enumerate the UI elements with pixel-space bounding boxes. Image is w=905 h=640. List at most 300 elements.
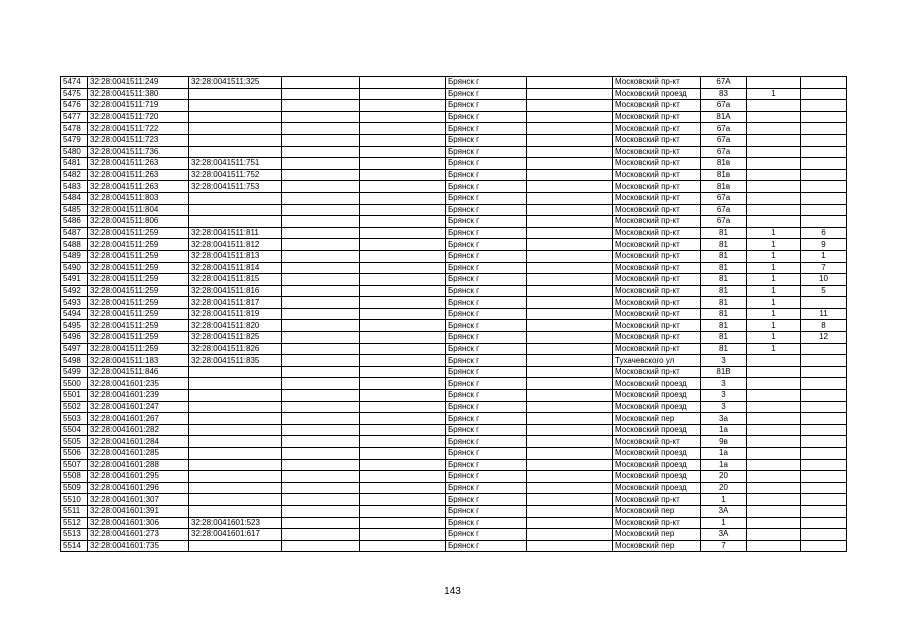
blank-col-3-cell bbox=[527, 413, 613, 425]
table-row bbox=[61, 459, 847, 471]
street-cell: Московский пр-кт bbox=[613, 158, 701, 170]
cadastral-number-cell: 32:28:0041511:183 bbox=[88, 355, 189, 367]
cadastral-number-cell: 32:28:0041601:247 bbox=[88, 401, 189, 413]
cadastral-number-cell: 32:28:0041511:259 bbox=[88, 262, 189, 274]
blank-col-2-cell bbox=[360, 332, 446, 344]
apartment-cell bbox=[801, 517, 847, 529]
page-number: 143 bbox=[444, 586, 461, 597]
row-number-cell: 5475 bbox=[61, 88, 88, 100]
blank-col-1-cell bbox=[282, 308, 360, 320]
blank-col-2-cell bbox=[360, 216, 446, 228]
building-cell bbox=[747, 401, 801, 413]
house-number-cell: 3 bbox=[701, 390, 747, 402]
apartment-cell bbox=[801, 192, 847, 204]
city-cell: Брянск г bbox=[446, 134, 527, 146]
table-row bbox=[61, 77, 847, 89]
cadastral-number-cell: 32:28:0041511:804 bbox=[88, 204, 189, 216]
apartment-cell bbox=[801, 482, 847, 494]
apartment-cell bbox=[801, 378, 847, 390]
city-cell: Брянск г bbox=[446, 88, 527, 100]
cadastral-number-2-cell: 32:28:0041511:826 bbox=[189, 343, 282, 355]
building-cell bbox=[747, 540, 801, 552]
building-cell bbox=[747, 436, 801, 448]
cadastral-number-2-cell bbox=[189, 204, 282, 216]
cadastral-number-2-cell bbox=[189, 88, 282, 100]
row-number-cell: 5474 bbox=[61, 77, 88, 89]
cadastral-number-cell: 32:28:0041601:735 bbox=[88, 540, 189, 552]
street-cell: Московский пр-кт bbox=[613, 77, 701, 89]
table-row bbox=[61, 88, 847, 100]
apartment-cell bbox=[801, 343, 847, 355]
blank-col-3-cell bbox=[527, 517, 613, 529]
row-number-cell: 5504 bbox=[61, 424, 88, 436]
row-number-cell: 5484 bbox=[61, 192, 88, 204]
apartment-cell bbox=[801, 366, 847, 378]
house-number-cell: 3 bbox=[701, 378, 747, 390]
house-number-cell: 81 bbox=[701, 343, 747, 355]
cadastral-number-2-cell bbox=[189, 482, 282, 494]
cadastral-number-cell: 32:28:0041511:259 bbox=[88, 250, 189, 262]
city-cell: Брянск г bbox=[446, 227, 527, 239]
house-number-cell: 81В bbox=[701, 366, 747, 378]
cadastral-number-cell: 32:28:0041601:282 bbox=[88, 424, 189, 436]
row-number-cell: 5477 bbox=[61, 111, 88, 123]
house-number-cell: 1а bbox=[701, 424, 747, 436]
building-cell bbox=[747, 158, 801, 170]
blank-col-2-cell bbox=[360, 262, 446, 274]
blank-col-1-cell bbox=[282, 471, 360, 483]
table-row bbox=[61, 378, 847, 390]
street-cell: Московский пр-кт bbox=[613, 494, 701, 506]
street-cell: Московский пр-кт bbox=[613, 320, 701, 332]
street-cell: Московский пр-кт bbox=[613, 366, 701, 378]
house-number-cell: 7 bbox=[701, 540, 747, 552]
blank-col-3-cell bbox=[527, 297, 613, 309]
cadastral-number-cell: 32:28:0041511:259 bbox=[88, 297, 189, 309]
house-number-cell: 20 bbox=[701, 471, 747, 483]
street-cell: Московский пр-кт bbox=[613, 123, 701, 135]
blank-col-2-cell bbox=[360, 459, 446, 471]
house-number-cell: 81 bbox=[701, 308, 747, 320]
building-cell: 1 bbox=[747, 332, 801, 344]
street-cell: Московский пр-кт bbox=[613, 297, 701, 309]
row-number-cell: 5500 bbox=[61, 378, 88, 390]
table-row bbox=[61, 413, 847, 425]
blank-col-2-cell bbox=[360, 529, 446, 541]
building-cell bbox=[747, 204, 801, 216]
house-number-cell: 81 bbox=[701, 320, 747, 332]
cadastral-number-cell: 32:28:0041601:284 bbox=[88, 436, 189, 448]
blank-col-1-cell bbox=[282, 424, 360, 436]
blank-col-3-cell bbox=[527, 227, 613, 239]
street-cell: Московский пр-кт bbox=[613, 204, 701, 216]
blank-col-2-cell bbox=[360, 239, 446, 251]
cadastral-number-cell: 32:28:0041511:259 bbox=[88, 274, 189, 286]
house-number-cell: 67а bbox=[701, 146, 747, 158]
building-cell bbox=[747, 529, 801, 541]
cadastral-number-2-cell bbox=[189, 366, 282, 378]
city-cell: Брянск г bbox=[446, 239, 527, 251]
cadastral-number-2-cell: 32:28:0041511:817 bbox=[189, 297, 282, 309]
table-row bbox=[61, 494, 847, 506]
street-cell: Московский проезд bbox=[613, 424, 701, 436]
cadastral-number-cell: 32:28:0041601:273 bbox=[88, 529, 189, 541]
building-cell: 1 bbox=[747, 343, 801, 355]
building-cell bbox=[747, 192, 801, 204]
blank-col-3-cell bbox=[527, 401, 613, 413]
blank-col-2-cell bbox=[360, 424, 446, 436]
building-cell bbox=[747, 169, 801, 181]
house-number-cell: 81 bbox=[701, 332, 747, 344]
street-cell: Московский проезд bbox=[613, 459, 701, 471]
table-row bbox=[61, 192, 847, 204]
blank-col-2-cell bbox=[360, 123, 446, 135]
street-cell: Московский пр-кт bbox=[613, 111, 701, 123]
blank-col-1-cell bbox=[282, 343, 360, 355]
blank-col-2-cell bbox=[360, 88, 446, 100]
apartment-cell: 10 bbox=[801, 274, 847, 286]
cadastral-number-cell: 32:28:0041511:249 bbox=[88, 77, 189, 89]
cadastral-number-2-cell bbox=[189, 134, 282, 146]
cadastral-number-2-cell bbox=[189, 436, 282, 448]
street-cell: Московский пр-кт bbox=[613, 192, 701, 204]
table-row bbox=[61, 250, 847, 262]
apartment-cell bbox=[801, 146, 847, 158]
table-row bbox=[61, 505, 847, 517]
building-cell: 1 bbox=[747, 239, 801, 251]
blank-col-3-cell bbox=[527, 274, 613, 286]
apartment-cell bbox=[801, 529, 847, 541]
street-cell: Московский проезд bbox=[613, 390, 701, 402]
cadastral-number-2-cell bbox=[189, 216, 282, 228]
row-number-cell: 5503 bbox=[61, 413, 88, 425]
blank-col-1-cell bbox=[282, 100, 360, 112]
house-number-cell: 81 bbox=[701, 285, 747, 297]
blank-col-3-cell bbox=[527, 100, 613, 112]
blank-col-1-cell bbox=[282, 216, 360, 228]
blank-col-1-cell bbox=[282, 262, 360, 274]
blank-col-2-cell bbox=[360, 494, 446, 506]
apartment-cell bbox=[801, 436, 847, 448]
blank-col-2-cell bbox=[360, 297, 446, 309]
cadastral-number-cell: 32:28:0041601:285 bbox=[88, 448, 189, 460]
blank-col-2-cell bbox=[360, 204, 446, 216]
cadastral-number-2-cell: 32:28:0041511:814 bbox=[189, 262, 282, 274]
blank-col-1-cell bbox=[282, 355, 360, 367]
cadastral-number-cell: 32:28:0041511:723 bbox=[88, 134, 189, 146]
street-cell: Московский пр-кт bbox=[613, 181, 701, 193]
building-cell bbox=[747, 77, 801, 89]
city-cell: Брянск г bbox=[446, 401, 527, 413]
city-cell: Брянск г bbox=[446, 285, 527, 297]
street-cell: Московский пер bbox=[613, 529, 701, 541]
city-cell: Брянск г bbox=[446, 308, 527, 320]
blank-col-3-cell bbox=[527, 111, 613, 123]
house-number-cell: 1 bbox=[701, 494, 747, 506]
table-row bbox=[61, 262, 847, 274]
table-row bbox=[61, 471, 847, 483]
blank-col-1-cell bbox=[282, 378, 360, 390]
blank-col-1-cell bbox=[282, 320, 360, 332]
table-row bbox=[61, 169, 847, 181]
street-cell: Московский пр-кт bbox=[613, 517, 701, 529]
blank-col-3-cell bbox=[527, 332, 613, 344]
apartment-cell: 9 bbox=[801, 239, 847, 251]
apartment-cell bbox=[801, 424, 847, 436]
cadastral-number-2-cell bbox=[189, 448, 282, 460]
building-cell bbox=[747, 459, 801, 471]
apartment-cell bbox=[801, 297, 847, 309]
row-number-cell: 5480 bbox=[61, 146, 88, 158]
cadastral-number-2-cell: 32:28:0041511:820 bbox=[189, 320, 282, 332]
apartment-cell bbox=[801, 448, 847, 460]
apartment-cell bbox=[801, 471, 847, 483]
house-number-cell: 1а bbox=[701, 459, 747, 471]
apartment-cell bbox=[801, 540, 847, 552]
blank-col-1-cell bbox=[282, 123, 360, 135]
cadastral-number-cell: 32:28:0041511:259 bbox=[88, 227, 189, 239]
city-cell: Брянск г bbox=[446, 250, 527, 262]
building-cell bbox=[747, 146, 801, 158]
city-cell: Брянск г bbox=[446, 355, 527, 367]
cadastral-number-2-cell: 32:28:0041511:813 bbox=[189, 250, 282, 262]
row-number-cell: 5501 bbox=[61, 390, 88, 402]
apartment-cell: 12 bbox=[801, 332, 847, 344]
cadastral-number-2-cell bbox=[189, 505, 282, 517]
row-number-cell: 5476 bbox=[61, 100, 88, 112]
apartment-cell bbox=[801, 158, 847, 170]
building-cell bbox=[747, 216, 801, 228]
cadastral-number-2-cell: 32:28:0041511:751 bbox=[189, 158, 282, 170]
blank-col-2-cell bbox=[360, 378, 446, 390]
table-row bbox=[61, 320, 847, 332]
street-cell: Московский проезд bbox=[613, 401, 701, 413]
city-cell: Брянск г bbox=[446, 77, 527, 89]
building-cell bbox=[747, 494, 801, 506]
row-number-cell: 5513 bbox=[61, 529, 88, 541]
blank-col-3-cell bbox=[527, 169, 613, 181]
street-cell: Московский пр-кт bbox=[613, 285, 701, 297]
blank-col-3-cell bbox=[527, 262, 613, 274]
building-cell: 1 bbox=[747, 308, 801, 320]
building-cell bbox=[747, 355, 801, 367]
apartment-cell bbox=[801, 459, 847, 471]
blank-col-3-cell bbox=[527, 123, 613, 135]
cadastral-number-2-cell bbox=[189, 100, 282, 112]
blank-col-3-cell bbox=[527, 285, 613, 297]
building-cell bbox=[747, 448, 801, 460]
house-number-cell: 67а bbox=[701, 192, 747, 204]
apartment-cell bbox=[801, 413, 847, 425]
blank-col-1-cell bbox=[282, 517, 360, 529]
row-number-cell: 5488 bbox=[61, 239, 88, 251]
blank-col-2-cell bbox=[360, 413, 446, 425]
street-cell: Московский проезд bbox=[613, 471, 701, 483]
blank-col-1-cell bbox=[282, 366, 360, 378]
building-cell bbox=[747, 100, 801, 112]
blank-col-1-cell bbox=[282, 134, 360, 146]
blank-col-1-cell bbox=[282, 459, 360, 471]
street-cell: Московский пр-кт bbox=[613, 100, 701, 112]
city-cell: Брянск г bbox=[446, 424, 527, 436]
cadastral-number-2-cell: 32:28:0041511:825 bbox=[189, 332, 282, 344]
city-cell: Брянск г bbox=[446, 274, 527, 286]
building-cell: 1 bbox=[747, 320, 801, 332]
cadastral-number-2-cell bbox=[189, 413, 282, 425]
street-cell: Московский пр-кт bbox=[613, 134, 701, 146]
blank-col-3-cell bbox=[527, 343, 613, 355]
cadastral-number-cell: 32:28:0041511:806 bbox=[88, 216, 189, 228]
house-number-cell: 67а bbox=[701, 123, 747, 135]
cadastral-number-cell: 32:28:0041601:307 bbox=[88, 494, 189, 506]
row-number-cell: 5510 bbox=[61, 494, 88, 506]
row-number-cell: 5482 bbox=[61, 169, 88, 181]
blank-col-2-cell bbox=[360, 482, 446, 494]
cadastral-number-cell: 32:28:0041511:263 bbox=[88, 169, 189, 181]
city-cell: Брянск г bbox=[446, 123, 527, 135]
row-number-cell: 5493 bbox=[61, 297, 88, 309]
blank-col-3-cell bbox=[527, 134, 613, 146]
building-cell: 1 bbox=[747, 274, 801, 286]
apartment-cell bbox=[801, 505, 847, 517]
table-row bbox=[61, 517, 847, 529]
blank-col-2-cell bbox=[360, 111, 446, 123]
blank-col-1-cell bbox=[282, 192, 360, 204]
street-cell: Московский пр-кт bbox=[613, 343, 701, 355]
city-cell: Брянск г bbox=[446, 146, 527, 158]
blank-col-3-cell bbox=[527, 459, 613, 471]
cadastral-number-2-cell bbox=[189, 146, 282, 158]
blank-col-2-cell bbox=[360, 343, 446, 355]
blank-col-3-cell bbox=[527, 540, 613, 552]
table-row bbox=[61, 401, 847, 413]
blank-col-2-cell bbox=[360, 77, 446, 89]
building-cell: 1 bbox=[747, 250, 801, 262]
city-cell: Брянск г bbox=[446, 100, 527, 112]
cadastral-number-cell: 32:28:0041511:263 bbox=[88, 181, 189, 193]
street-cell: Московский пр-кт bbox=[613, 250, 701, 262]
blank-col-1-cell bbox=[282, 227, 360, 239]
table-row bbox=[61, 297, 847, 309]
blank-col-3-cell bbox=[527, 482, 613, 494]
blank-col-2-cell bbox=[360, 517, 446, 529]
apartment-cell bbox=[801, 169, 847, 181]
blank-col-1-cell bbox=[282, 158, 360, 170]
blank-col-1-cell bbox=[282, 169, 360, 181]
blank-col-1-cell bbox=[282, 332, 360, 344]
apartment-cell: 7 bbox=[801, 262, 847, 274]
table-row bbox=[61, 146, 847, 158]
row-number-cell: 5487 bbox=[61, 227, 88, 239]
cadastral-number-cell: 32:28:0041511:263 bbox=[88, 158, 189, 170]
apartment-cell bbox=[801, 355, 847, 367]
cadastral-number-2-cell: 32:28:0041511:819 bbox=[189, 308, 282, 320]
row-number-cell: 5495 bbox=[61, 320, 88, 332]
cadastral-number-2-cell bbox=[189, 123, 282, 135]
blank-col-3-cell bbox=[527, 320, 613, 332]
blank-col-2-cell bbox=[360, 448, 446, 460]
blank-col-2-cell bbox=[360, 540, 446, 552]
cadastral-number-2-cell: 32:28:0041511:835 bbox=[189, 355, 282, 367]
blank-col-2-cell bbox=[360, 274, 446, 286]
city-cell: Брянск г bbox=[446, 459, 527, 471]
house-number-cell: 81 bbox=[701, 239, 747, 251]
apartment-cell bbox=[801, 88, 847, 100]
row-number-cell: 5502 bbox=[61, 401, 88, 413]
row-number-cell: 5490 bbox=[61, 262, 88, 274]
street-cell: Московский пр-кт bbox=[613, 216, 701, 228]
cadastral-number-cell: 32:28:0041511:719 bbox=[88, 100, 189, 112]
row-number-cell: 5483 bbox=[61, 181, 88, 193]
cadastral-number-2-cell bbox=[189, 111, 282, 123]
street-cell: Московский пер bbox=[613, 540, 701, 552]
cadastral-number-2-cell bbox=[189, 401, 282, 413]
cadastral-number-cell: 32:28:0041511:846 bbox=[88, 366, 189, 378]
house-number-cell: 3 bbox=[701, 355, 747, 367]
cadastral-number-2-cell bbox=[189, 471, 282, 483]
street-cell: Московский проезд bbox=[613, 378, 701, 390]
house-number-cell: 81в bbox=[701, 181, 747, 193]
blank-col-1-cell bbox=[282, 88, 360, 100]
cadastral-number-2-cell: 32:28:0041511:816 bbox=[189, 285, 282, 297]
street-cell: Московский пр-кт bbox=[613, 169, 701, 181]
blank-col-1-cell bbox=[282, 204, 360, 216]
building-cell: 1 bbox=[747, 285, 801, 297]
table-row bbox=[61, 436, 847, 448]
cadastral-number-cell: 32:28:0041601:391 bbox=[88, 505, 189, 517]
row-number-cell: 5497 bbox=[61, 343, 88, 355]
building-cell bbox=[747, 517, 801, 529]
city-cell: Брянск г bbox=[446, 517, 527, 529]
blank-col-3-cell bbox=[527, 77, 613, 89]
city-cell: Брянск г bbox=[446, 529, 527, 541]
building-cell bbox=[747, 471, 801, 483]
cadastral-number-cell: 32:28:0041511:736 bbox=[88, 146, 189, 158]
city-cell: Брянск г bbox=[446, 204, 527, 216]
blank-col-3-cell bbox=[527, 424, 613, 436]
city-cell: Брянск г bbox=[446, 413, 527, 425]
house-number-cell: 67А bbox=[701, 77, 747, 89]
city-cell: Брянск г bbox=[446, 297, 527, 309]
building-cell: 1 bbox=[747, 88, 801, 100]
house-number-cell: 3А bbox=[701, 529, 747, 541]
blank-col-1-cell bbox=[282, 401, 360, 413]
table-row bbox=[61, 366, 847, 378]
blank-col-2-cell bbox=[360, 134, 446, 146]
blank-col-3-cell bbox=[527, 471, 613, 483]
blank-col-1-cell bbox=[282, 529, 360, 541]
house-number-cell: 1а bbox=[701, 448, 747, 460]
house-number-cell: 20 bbox=[701, 482, 747, 494]
city-cell: Брянск г bbox=[446, 366, 527, 378]
blank-col-2-cell bbox=[360, 401, 446, 413]
building-cell bbox=[747, 424, 801, 436]
cadastral-number-cell: 32:28:0041511:259 bbox=[88, 308, 189, 320]
blank-col-1-cell bbox=[282, 413, 360, 425]
blank-col-2-cell bbox=[360, 181, 446, 193]
row-number-cell: 5496 bbox=[61, 332, 88, 344]
row-number-cell: 5485 bbox=[61, 204, 88, 216]
blank-col-1-cell bbox=[282, 181, 360, 193]
apartment-cell bbox=[801, 401, 847, 413]
apartment-cell: 6 bbox=[801, 227, 847, 239]
cadastral-number-2-cell bbox=[189, 192, 282, 204]
building-cell bbox=[747, 366, 801, 378]
building-cell bbox=[747, 413, 801, 425]
row-number-cell: 5514 bbox=[61, 540, 88, 552]
apartment-cell bbox=[801, 111, 847, 123]
city-cell: Брянск г bbox=[446, 169, 527, 181]
